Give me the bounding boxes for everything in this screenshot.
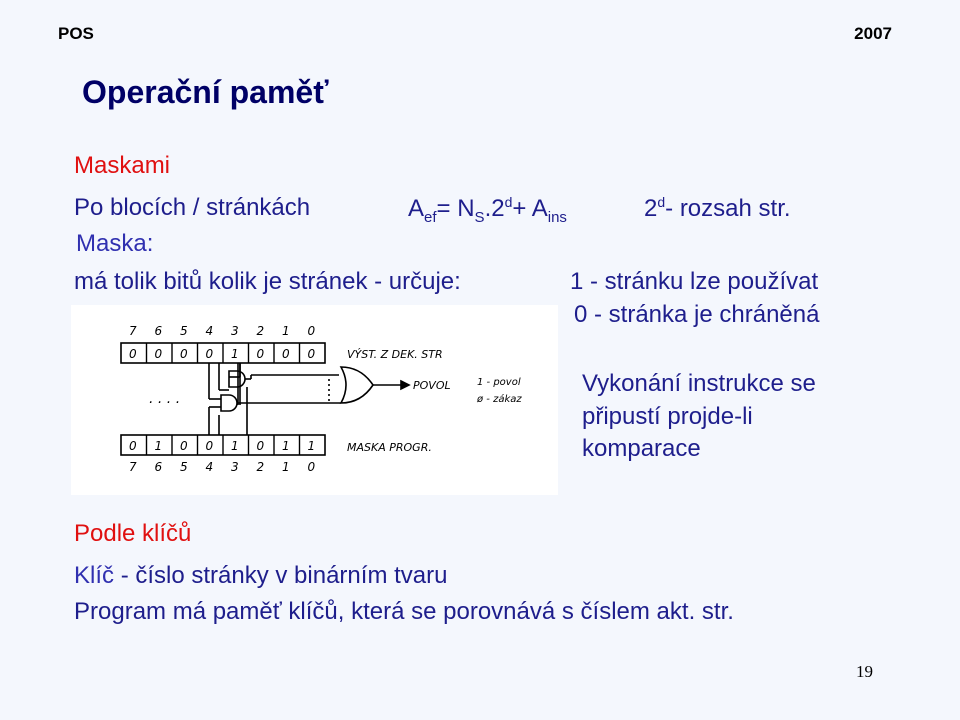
heading-maskami: Maskami: [74, 152, 171, 179]
bottom-index-3: 4: [205, 460, 214, 474]
bottom-bit-indices: [129, 460, 316, 474]
maska-label: Maska:: [76, 230, 154, 257]
top-register-bit-6: 0: [282, 347, 290, 361]
top-register-bit-3: 0: [205, 347, 214, 361]
bottom-register-bit-7: 1: [307, 439, 316, 453]
top-register-bit-2: 0: [180, 347, 188, 361]
klic-text: - číslo stránky v binárním tvaru: [120, 562, 448, 589]
bottom-register-bit-5: 0: [256, 439, 265, 453]
bottom-register-bit-0: 0: [129, 439, 137, 453]
top-index-6: 1: [282, 324, 290, 338]
heading-podle-klicu: Podle klíčů: [74, 520, 192, 547]
allow-text: 1 - stránku lze používat: [570, 268, 819, 295]
top-register-label: VÝST. Z DEK. STR: [347, 348, 443, 361]
bottom-register-bit-1: 1: [154, 439, 163, 453]
ellipsis-dots: . . . .: [149, 391, 181, 407]
header-left: POS: [58, 24, 94, 43]
program-line: Program má paměť klíčů, která se porovnává s číslem akt. str.: [74, 598, 734, 625]
exec-line-1: Vykonání instrukce se: [582, 370, 816, 397]
bottom-register-bit-6: 1: [282, 439, 290, 453]
povol-label: POVOL: [413, 379, 451, 392]
top-register: [121, 343, 325, 363]
top-index-5: 2: [256, 324, 265, 338]
formula: $A_{ef}= N_S.2^d+ A_{ins}$: [408, 194, 567, 226]
bottom-register: [121, 435, 325, 455]
exec-line-3: komparace: [582, 435, 701, 462]
header-right: 2007: [854, 24, 892, 43]
top-index-3: 4: [205, 324, 214, 338]
bottom-index-0: 7: [129, 460, 137, 474]
legend-allow: 1 - povol: [477, 377, 521, 388]
top-register-bit-7: 0: [307, 347, 316, 361]
legend-deny: ø - zákaz: [477, 394, 522, 405]
exec-line-2: připustí projde-li: [582, 403, 753, 430]
page-title: Operační paměť: [82, 74, 329, 110]
wiring: [209, 363, 409, 435]
bottom-index-5: 2: [256, 460, 265, 474]
protect-text: 0 - stránka je chráněná: [574, 301, 820, 328]
top-index-7: 0: [307, 324, 316, 338]
klic-label: Klíč: [74, 562, 115, 589]
bottom-register-bit-2: 0: [180, 439, 188, 453]
top-register-bit-0: 0: [129, 347, 137, 361]
top-index-1: 6: [154, 324, 163, 338]
bottom-index-1: 6: [154, 460, 163, 474]
top-index-2: 5: [180, 324, 188, 338]
bottom-index-2: 5: [180, 460, 188, 474]
top-index-0: 7: [129, 324, 137, 338]
top-register-bit-1: 0: [154, 347, 163, 361]
top-register-bit-4: 1: [231, 347, 239, 361]
top-index-4: 3: [231, 324, 239, 338]
bottom-register-bit-3: 0: [205, 439, 214, 453]
top-bit-indices: [129, 324, 316, 338]
mask-comparison-diagram: [71, 305, 558, 495]
bottom-index-7: 0: [307, 460, 316, 474]
mask-line: má tolik bitů kolik je stránek - určuje:: [74, 268, 461, 295]
bottom-register-bit-4: 1: [231, 439, 239, 453]
bottom-register-label: MASKA PROGR.: [347, 441, 432, 454]
top-register-bit-5: 0: [256, 347, 265, 361]
blocks-label: Po blocích / stránkách: [74, 194, 311, 221]
range-text: 2$^d$- rozsah str.: [644, 194, 791, 222]
page-number: 19: [856, 662, 873, 681]
bottom-index-6: 1: [282, 460, 290, 474]
klic-line: [74, 562, 447, 590]
bottom-index-4: 3: [231, 460, 239, 474]
